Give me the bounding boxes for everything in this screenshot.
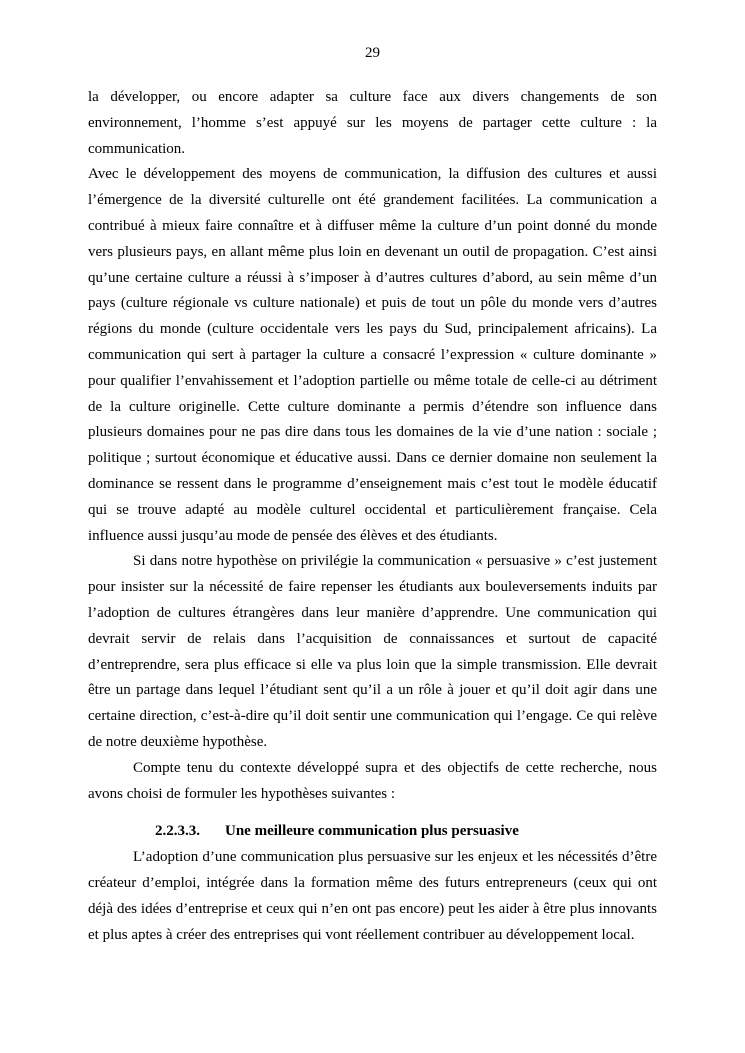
paragraph-context: Compte tenu du contexte développé supra et des objectifs de cette recherche, nous avons choisi de formuler les hypothèses suivantes : [88,759,657,802]
paragraph-continuation: la développer, ou encore adapter sa culture face aux divers changements de son environnement, l’homme s’est appuyé sur les moyens de partager cette culture : la communication. [88,89,657,157]
section-heading-number: 2.2.3.3. [155,823,200,840]
page-content [88,85,657,948]
paragraph-hypothesis-persuasive: Si dans notre hypothèse on privilégie la communication « persuasive » c’est justement pour insister sur la nécessité de faire repenser les étudiants aux bouleversements induits par l’adoption de cultures étrangères dans leur manière d’apprendre. Une communication qui devrait servir de relais dans l’acquisition de connaissances et surtout de capacité d’entreprendre, sera plus efficace si elle va plus loin que la simple transmission. Elle devrait être un partage dans lequel l’étudiant sent qu’il a un rôle à jouer et qu’il doit agir dans une certaine direction, c’est-à-dire qu’il doit sentir une communication qui l’engage. Ce qui relève de notre deuxième hypothèse. [88,553,657,750]
section-heading-title: Une meilleure communication plus persuasive [225,823,519,840]
paragraph-adoption-communication: L’adoption d’une communication plus persuasive sur les enjeux et les nécessités d’être créateur d’emploi, intégrée dans la formation même des futurs entrepreneurs (ceux qui ont déjà des idées d’entreprise et ceux qui n’en ont pas encore) peut les aider à être plus innovants et plus aptes à créer des entreprises qui vont réellement contribuer au développement local. [88,849,657,943]
paragraph-communication-development: Avec le développement des moyens de communication, la diffusion des cultures et aussi l’émergence de la diversité culturelle ont été grandement facilitées. La communication a contribué à mieux faire connaître et à diffuser même la culture d’un point donné du monde vers plusieurs pays, en allant même plus loin en devenant un outil de propagation. C’est ainsi qu’une certaine culture a réussi à s’imposer à d’autres cultures d’abord, au sein même d’un pays (culture régionale vs culture nationale) et puis de tout un pôle du monde vers d’autres régions du monde (culture occidentale vers les pays du Sud, principalement africains). La communication qui sert à partager la culture a consacré l’expression « culture dominante » pour qualifier l’envahissement et l’adoption partielle ou même totale de celle-ci au détriment de la culture originelle. Cette culture dominante a permis d’étendre son influence dans plusieurs domaines pour ne pas dire dans tous les domaines de la vie d’une nation : sociale ; politique ; surtout économique et éducative aussi. Dans ce dernier domaine non seulement la dominance se ressent dans le programme d’enseignement mais c’est tout le modèle éducatif qui se trouve adapté au modèle culturel occidental et particulièrement française. Cela influence aussi jusqu’au mode de pensée des élèves et des étudiants. [88,166,657,544]
page-number: 29 [365,45,380,61]
section-heading [88,819,657,845]
